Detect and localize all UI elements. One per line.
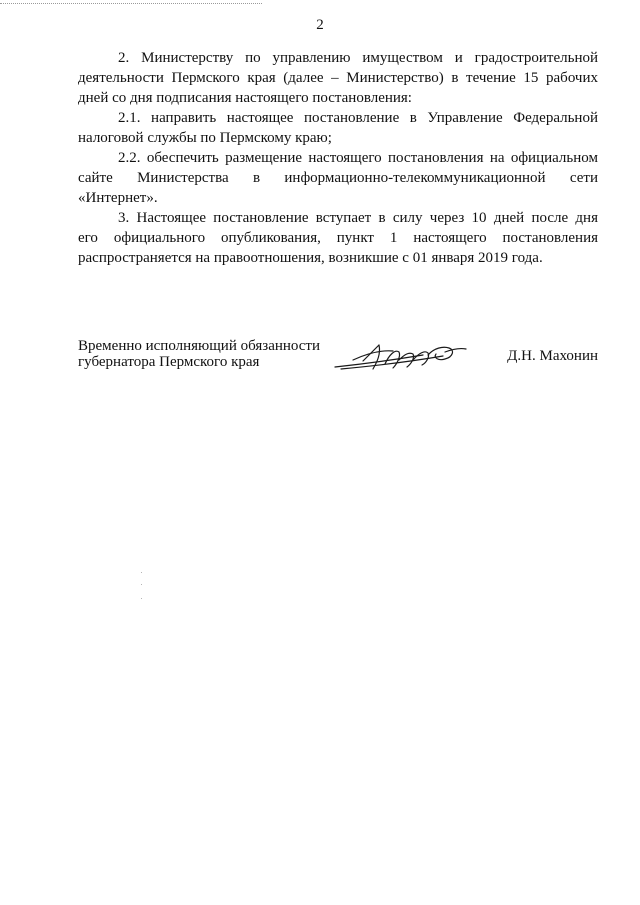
paragraph-3-line-2: его официального опубликования, пункт 1 настоящего постановления xyxy=(78,230,598,246)
paragraph-2-line-2: деятельности Пермского края (далее – Министерство) в течение 15 рабочих xyxy=(78,70,598,86)
scan-speck xyxy=(141,598,142,599)
signature-block xyxy=(78,338,598,378)
scan-speck xyxy=(141,572,142,573)
document-body xyxy=(78,48,598,268)
paragraph-2-1-line-2: налоговой службы по Пермскому краю; xyxy=(78,130,332,146)
signatory-name: Д.Н. Махонин xyxy=(507,348,598,364)
paragraph-2-1-line-1: 2.1. направить настоящее постановление в Управление Федеральной xyxy=(118,110,598,126)
handwritten-signature xyxy=(333,340,468,374)
top-dotted-rule xyxy=(0,3,262,4)
page-number: 2 xyxy=(316,17,324,33)
paragraph-2 xyxy=(78,48,598,108)
paragraph-3 xyxy=(78,208,598,268)
paragraph-3-line-3: распространяется на правоотношения, возникшие с 01 января 2019 года. xyxy=(78,250,543,266)
scan-speck xyxy=(141,584,142,585)
signatory-title xyxy=(78,338,338,370)
paragraph-2-line-1: 2. Министерству по управлению имуществом и градостроительной xyxy=(118,50,598,66)
paragraph-2-2-line-3: «Интернет». xyxy=(78,190,158,206)
paragraph-2-2-line-1: 2.2. обеспечить размещение настоящего постановления на официальном xyxy=(118,150,598,166)
signatory-title-line-2: губернатора Пермского края xyxy=(78,354,260,370)
paragraph-2-2 xyxy=(78,148,598,208)
paragraph-2-1 xyxy=(78,108,598,148)
paragraph-3-line-1: 3. Настоящее постановление вступает в силу через 10 дней после дня xyxy=(118,210,598,226)
paragraph-2-line-3: дней со дня подписания настоящего постановления: xyxy=(78,90,412,106)
paragraph-2-2-line-2: сайте Министерства в информационно-телекоммуникационной сети xyxy=(78,170,598,186)
signatory-title-line-1: Временно исполняющий обязанности xyxy=(78,338,321,354)
